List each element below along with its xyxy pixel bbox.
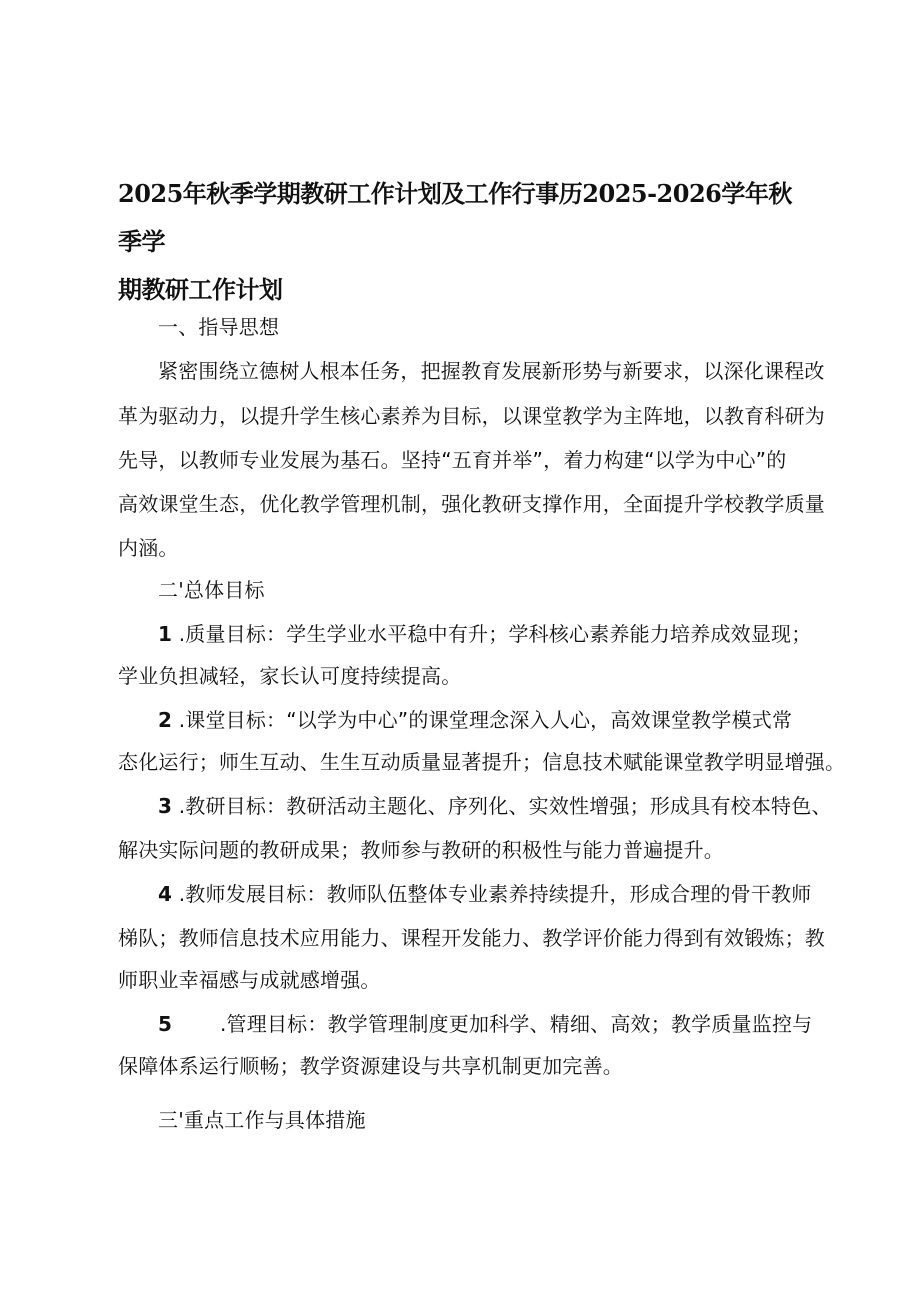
goal-2-line-1 — [158, 706, 792, 734]
paragraph-line: 紧密围绕立德树人根本任务，把握教育发展新形势与新要求，以深化课程改 — [158, 359, 825, 383]
goal-number: 2 — [158, 708, 173, 732]
section-heading-overall-goals: 二'总体目标 — [158, 578, 265, 602]
paragraph-line: 高效课堂生态，优化教学管理机制，强化教研支撑作用，全面提升学校教学质量 — [118, 492, 825, 516]
goal-5-line-1 — [158, 1010, 812, 1038]
goal-4-line-3: 师职业幸福感与成就感增强。 — [118, 968, 381, 992]
goal-3-line-1 — [158, 792, 832, 820]
goal-2-line-2: 态化运行；师生互动、生生互动质量显著提升；信息技术赋能课堂教学明显增强。 — [118, 750, 846, 774]
goal-1-line-2: 学业负担减轻，家长认可度持续提高。 — [118, 664, 462, 688]
title-line-1: 2025年秋季学期教研工作计划及工作行事历2025-2026学年秋季学 — [118, 179, 792, 256]
paragraph-line: 革为驱动力，以提升学生核心素养为目标，以课堂教学为主阵地，以教育科研为 — [118, 404, 825, 428]
section-heading-guiding-thought: 一、指导思想 — [158, 315, 280, 339]
paragraph-line: 内涵。 — [118, 536, 179, 560]
document-title — [118, 170, 808, 314]
paragraph-line: 先导，以教师专业发展为基石。坚持“五育并举”，着力构建“以学为中心”的 — [118, 448, 787, 472]
goal-text: .教研目标：教研活动主题化、序列化、实效性增强；形成具有校本特色、 — [178, 794, 832, 818]
goal-number: 1 — [158, 622, 173, 646]
goal-text: .质量目标：学生学业水平稳中有升；学科核心素养能力培养成效显现； — [178, 622, 812, 646]
goal-4-line-1 — [158, 880, 811, 908]
goal-text: .课堂目标：“以学为中心”的课堂理念深入人心，高效课堂教学模式常 — [178, 708, 793, 732]
goal-3-line-2: 解决实际问题的教研成果；教师参与教研的积极性与能力普遍提升。 — [118, 838, 724, 862]
goal-4-line-2: 梯队；教师信息技术应用能力、课程开发能力、教学评价能力得到有效锻炼；教 — [118, 926, 825, 950]
goal-number: 4 — [158, 882, 173, 906]
goal-5-line-2: 保障体系运行顺畅；教学资源建设与共享机制更加完善。 — [118, 1054, 623, 1078]
goal-number: 3 — [158, 794, 173, 818]
title-line-2: 期教研工作计划 — [118, 275, 283, 304]
goal-1-line-1 — [158, 620, 811, 648]
section-heading-key-work: 三'重点工作与具体措施 — [158, 1108, 366, 1132]
goal-text: .管理目标：教学管理制度更加科学、精细、高效；教学质量监控与 — [220, 1012, 813, 1036]
goal-text: .教师发展目标：教师队伍整体专业素养持续提升，形成合理的骨干教师 — [178, 882, 812, 906]
goal-number: 5 — [158, 1012, 173, 1036]
